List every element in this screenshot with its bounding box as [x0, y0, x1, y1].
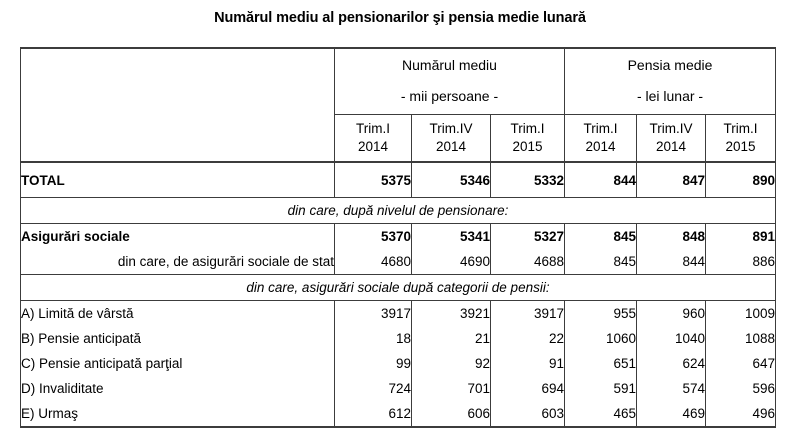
cell-d-4: 574 — [637, 376, 706, 401]
cell-stat-2: 4688 — [491, 249, 565, 275]
column-header-year: 2014 — [655, 139, 687, 154]
group-header-unit: - mii persoane - — [400, 87, 499, 104]
cell-stat-5: 886 — [706, 249, 776, 275]
cell-total-1: 5346 — [412, 162, 491, 198]
statistics-table-container — [20, 47, 775, 428]
group-header-numarul-mediu — [335, 48, 565, 115]
column-header-3 — [565, 115, 637, 163]
table-section-row — [21, 198, 776, 224]
table-row — [21, 224, 776, 250]
cell-c-2: 91 — [491, 351, 565, 376]
row-label-pensie-anticipata-partial: C) Pensie anticipată parţial — [21, 351, 335, 376]
table-header-group-row — [21, 48, 776, 115]
cell-e-4: 469 — [637, 401, 706, 427]
cell-d-2: 694 — [491, 376, 565, 401]
cell-total-4: 847 — [637, 162, 706, 198]
section-note-nivel-pensionare: din care, după nivelul de pensionare: — [21, 198, 776, 224]
table-row — [21, 351, 776, 376]
column-header-2 — [491, 115, 565, 163]
cell-total-3: 844 — [565, 162, 637, 198]
cell-c-5: 647 — [706, 351, 776, 376]
column-header-4 — [637, 115, 706, 163]
group-header-name: Pensia medie — [627, 57, 713, 73]
column-header-period: Trim.IV — [429, 121, 473, 137]
section-note-categorii-pensii: din care, asigurări sociale după categorii de pensii: — [21, 275, 776, 301]
cell-e-1: 606 — [412, 401, 491, 427]
cell-e-3: 465 — [565, 401, 637, 427]
page-title: Numărul mediu al pensionarilor şi pensia medie lunară — [214, 10, 586, 26]
cell-c-1: 92 — [412, 351, 491, 376]
cell-total-2: 5332 — [491, 162, 565, 198]
cell-a-1: 3921 — [412, 301, 491, 327]
row-label-limita-varsta: A) Limită de vârstă — [21, 301, 335, 327]
column-header-year: 2014 — [435, 139, 467, 154]
table-row — [21, 376, 776, 401]
column-header-0 — [335, 115, 412, 163]
cell-a-2: 3917 — [491, 301, 565, 327]
cell-asigurari-2: 5327 — [491, 224, 565, 250]
cell-asigurari-0: 5370 — [335, 224, 412, 250]
cell-e-5: 496 — [706, 401, 776, 427]
row-label-pensie-anticipata: B) Pensie anticipată — [21, 326, 335, 351]
cell-a-0: 3917 — [335, 301, 412, 327]
column-header-1 — [412, 115, 491, 163]
cell-d-5: 596 — [706, 376, 776, 401]
row-label-asigurari-stat: din care, de asigurări sociale de stat — [21, 249, 335, 275]
cell-b-0: 18 — [335, 326, 412, 351]
column-header-period: Trim.I — [510, 121, 545, 137]
cell-asigurari-1: 5341 — [412, 224, 491, 250]
cell-e-2: 603 — [491, 401, 565, 427]
row-label-header-cell — [21, 48, 335, 162]
cell-d-3: 591 — [565, 376, 637, 401]
column-header-period: Trim.I — [356, 121, 390, 137]
row-label-urmas: E) Urmaş — [21, 401, 335, 427]
cell-b-5: 1088 — [706, 326, 776, 351]
column-header-year: 2014 — [585, 139, 616, 154]
cell-stat-0: 4680 — [335, 249, 412, 275]
cell-a-4: 960 — [637, 301, 706, 327]
group-header-pensia-medie — [565, 48, 776, 115]
cell-c-4: 624 — [637, 351, 706, 376]
table-row — [21, 401, 776, 427]
cell-stat-4: 844 — [637, 249, 706, 275]
cell-asigurari-4: 848 — [637, 224, 706, 250]
group-header-unit: - lei lunar - — [636, 87, 704, 104]
column-header-5 — [706, 115, 776, 163]
cell-a-5: 1009 — [706, 301, 776, 327]
cell-b-1: 21 — [412, 326, 491, 351]
table-row — [21, 249, 776, 275]
row-label-invaliditate: D) Invaliditate — [21, 376, 335, 401]
cell-asigurari-3: 845 — [565, 224, 637, 250]
group-header-name: Numărul mediu — [402, 57, 497, 73]
table-row — [21, 301, 776, 327]
table-row — [21, 162, 776, 198]
cell-total-5: 890 — [706, 162, 776, 198]
row-label-asigurari-sociale: Asigurări sociale — [21, 224, 335, 250]
cell-e-0: 612 — [335, 401, 412, 427]
cell-c-0: 99 — [335, 351, 412, 376]
cell-b-3: 1060 — [565, 326, 637, 351]
statistics-table — [20, 47, 776, 428]
column-header-period: Trim.I — [723, 121, 758, 137]
table-section-row — [21, 275, 776, 301]
cell-stat-3: 845 — [565, 249, 637, 275]
column-header-period: Trim.I — [583, 121, 618, 137]
column-header-year: 2015 — [512, 139, 543, 154]
cell-a-3: 955 — [565, 301, 637, 327]
row-label-total: TOTAL — [21, 162, 335, 198]
cell-d-1: 701 — [412, 376, 491, 401]
cell-d-0: 724 — [335, 376, 412, 401]
cell-total-0: 5375 — [335, 162, 412, 198]
cell-c-3: 651 — [565, 351, 637, 376]
column-header-year: 2015 — [725, 139, 756, 154]
cell-b-2: 22 — [491, 326, 565, 351]
cell-b-4: 1040 — [637, 326, 706, 351]
column-header-year: 2014 — [357, 139, 389, 154]
cell-asigurari-5: 891 — [706, 224, 776, 250]
column-header-period: Trim.IV — [649, 121, 693, 137]
table-row — [21, 326, 776, 351]
cell-stat-1: 4690 — [412, 249, 491, 275]
